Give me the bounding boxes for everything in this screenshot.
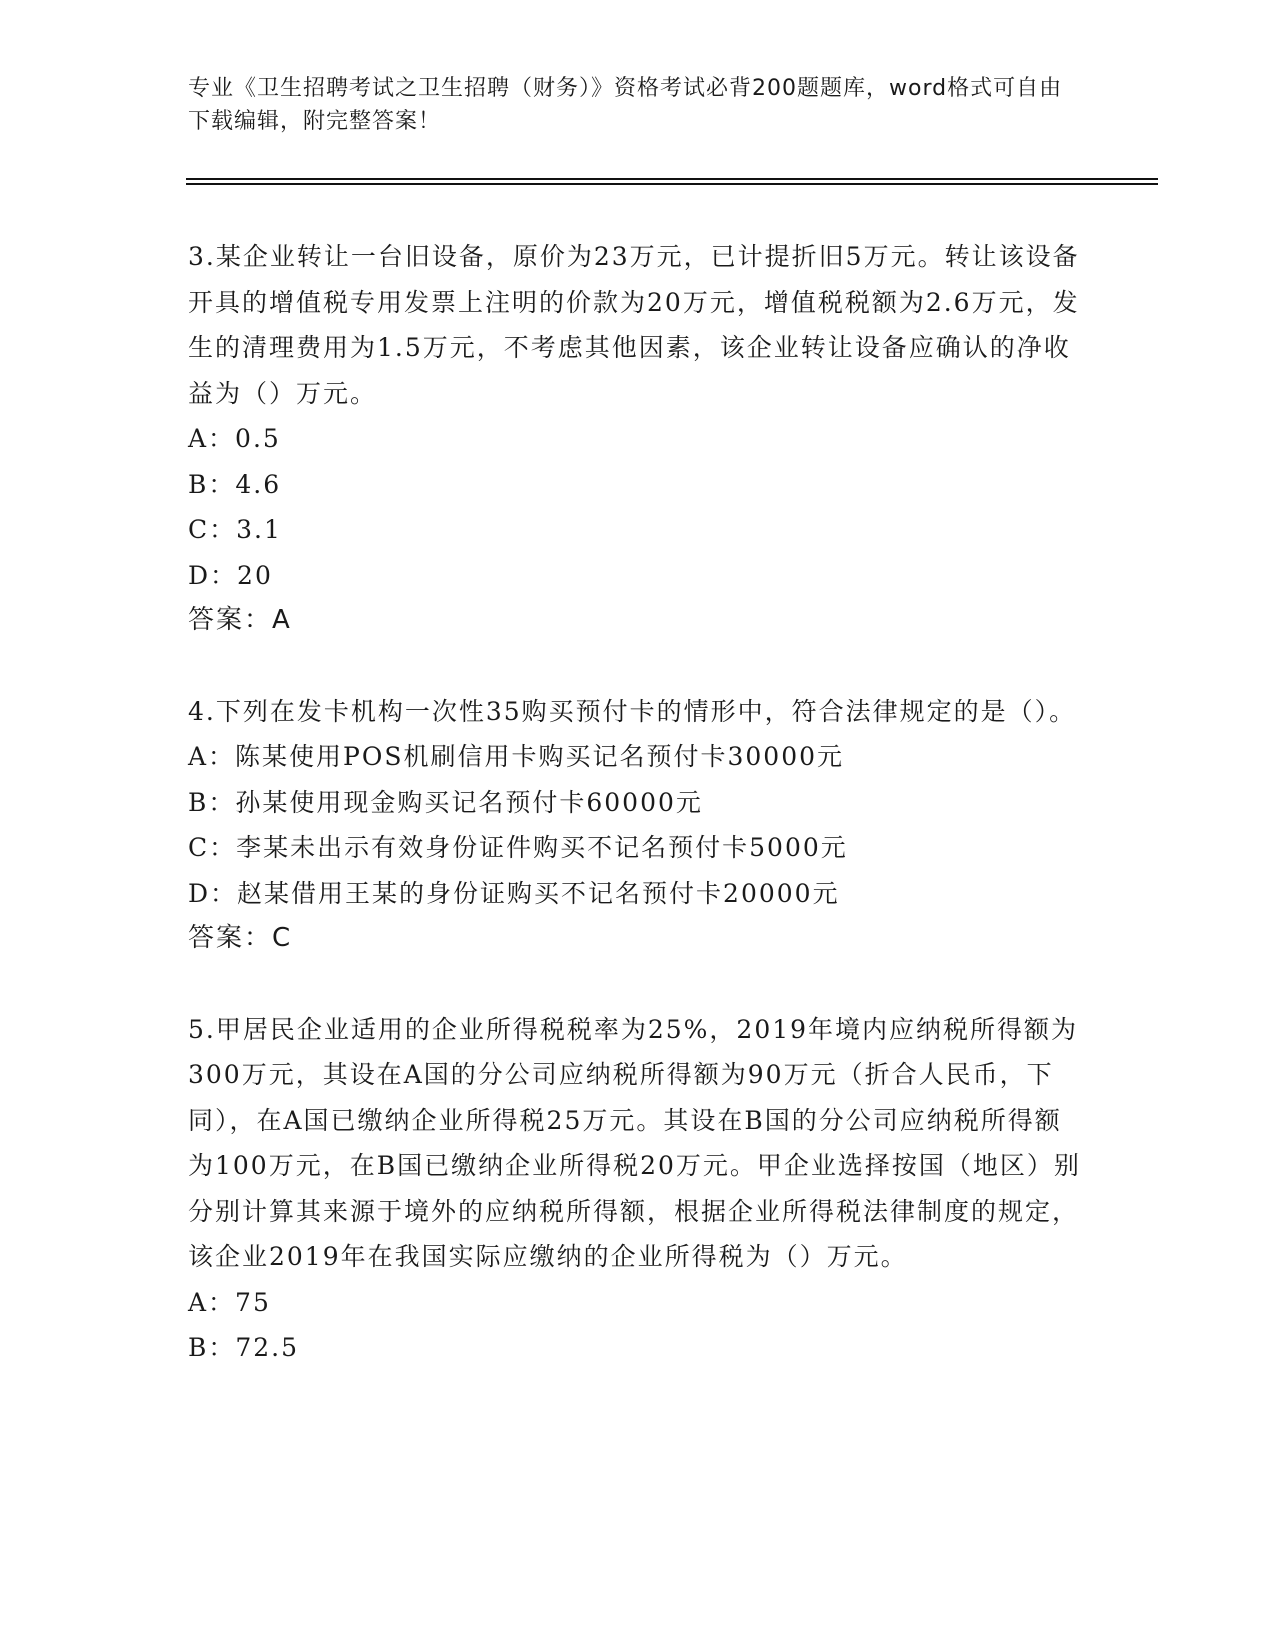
document-header: 专业《卫生招聘考试之卫生招聘（财务）》资格考试必背200题题库，word格式可自由下载编辑，附完整答案！	[188, 76, 1063, 134]
question-4	[188, 689, 1088, 962]
question-spacer	[188, 644, 1088, 689]
option-c: C：3.1	[188, 515, 282, 544]
option-a: A：陈某使用POS机刷信用卡购买记名预付卡30000元	[188, 742, 845, 771]
option-c: C：李某未出示有效身份证件购买不记名预付卡5000元	[188, 833, 848, 862]
question-spacer	[188, 962, 1088, 1007]
header-rule-top	[186, 178, 1158, 180]
option-b: B：孙某使用现金购买记名预付卡60000元	[188, 787, 703, 817]
option-d: D：20	[188, 560, 273, 590]
header-rule-bottom	[186, 183, 1158, 185]
question-text: 3.某企业转让一台旧设备，原价为23万元，已计提折旧5万元。转让该设备开具的增值税专用发票上注明的价款为20万元，增值税税额为2.6万元，发生的清理费用为1.5万元，不考虑其他因素，该企业转让设备应确认的净收益为（）万元。	[188, 242, 1080, 408]
answer-label: 答案：C	[188, 923, 293, 953]
question-5	[188, 1007, 1088, 1371]
question-list	[188, 234, 1088, 1371]
option-b: B：4.6	[188, 469, 282, 499]
option-a: A：75	[188, 1287, 271, 1317]
question-text: 4.下列在发卡机构一次性35购买预付卡的情形中，符合法律规定的是（）。	[188, 696, 1077, 726]
option-a: A：0.5	[188, 424, 281, 453]
answer-label: 答案：A	[188, 605, 292, 635]
question-text: 5.甲居民企业适用的企业所得税税率为25%，2019年境内应纳税所得额为300万元，其设在A国的分公司应纳税所得额为90万元（折合人民币，下同），在A国已缴纳企业所得税25万元。其设在B国的分公司应纳税所得额为100万元，在B国已缴纳企业所得税20万元。甲企业选择按国（地区）别分别计算其来源于境外的应纳税所得额，根据企业所得税法律制度的规定，该企业2019年在我国实际应缴纳的企业所得税为（）万元。	[188, 1014, 1081, 1271]
question-3	[188, 234, 1088, 644]
option-b: B：72.5	[188, 1333, 300, 1362]
option-d: D：赵某借用王某的身份证购买不记名预付卡20000元	[188, 878, 840, 908]
